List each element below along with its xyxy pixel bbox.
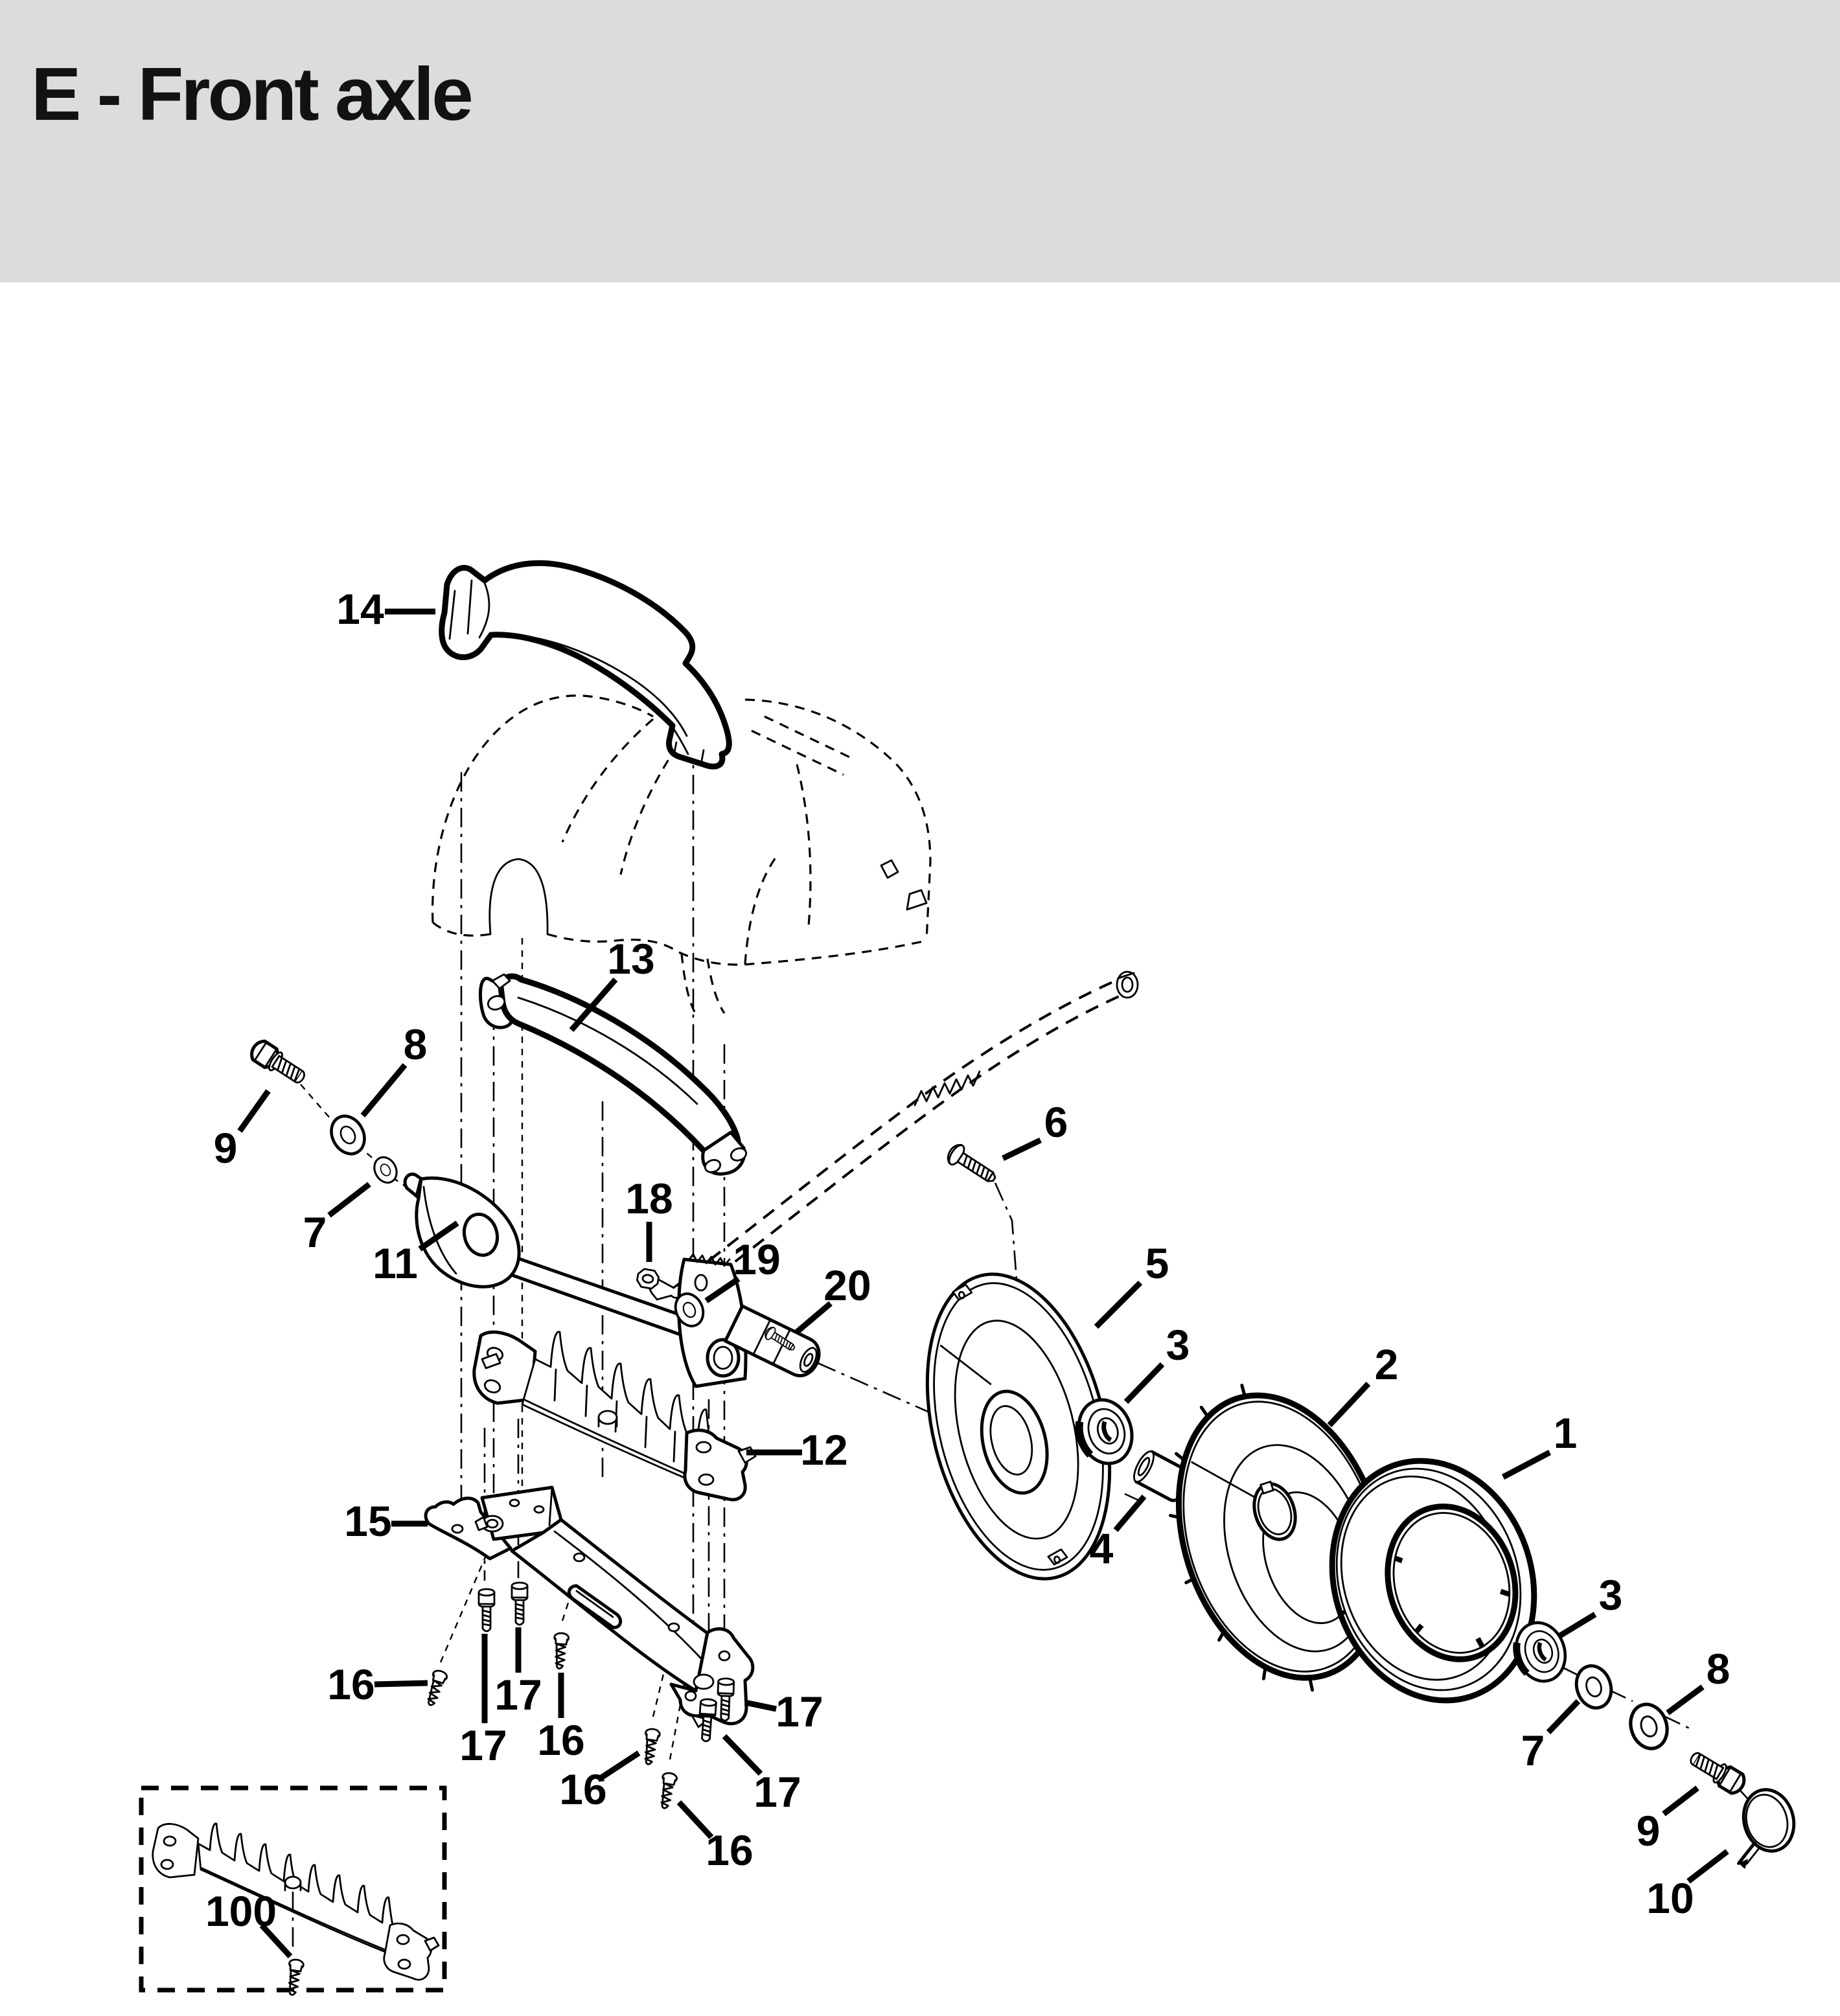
leader-line-16 <box>374 1683 428 1684</box>
callout-layer <box>205 585 1730 1956</box>
callout-7: 7 <box>303 1208 327 1256</box>
callout-6: 6 <box>1044 1098 1068 1146</box>
callout-1: 1 <box>1553 1409 1578 1457</box>
bolt-9-left <box>248 1038 309 1088</box>
callout-17: 17 <box>494 1671 542 1719</box>
screw-16-c <box>641 1728 660 1765</box>
part-15-support-bracket <box>426 1487 753 1727</box>
callout-15: 15 <box>344 1497 392 1545</box>
page-title: E - Front axle <box>31 52 471 136</box>
callout-17: 17 <box>753 1768 801 1816</box>
screw-16-d <box>658 1772 678 1809</box>
callout-12: 12 <box>800 1426 848 1474</box>
callout-100: 100 <box>205 1887 277 1935</box>
leader-line-1 <box>1503 1452 1550 1477</box>
leader-line-17 <box>745 1702 776 1709</box>
leader-line-2 <box>1329 1384 1368 1425</box>
screw-17-a <box>479 1589 494 1631</box>
part-14-cover <box>442 563 730 766</box>
washer-7-left <box>370 1153 401 1186</box>
leader-line-7 <box>329 1184 369 1215</box>
leader-line-4 <box>1116 1496 1144 1530</box>
callout-8: 8 <box>1706 1645 1731 1693</box>
leader-line-3 <box>1559 1614 1595 1636</box>
callout-3: 3 <box>1598 1571 1623 1619</box>
callout-5: 5 <box>1145 1239 1169 1287</box>
cap-10 <box>1722 1784 1803 1870</box>
leader-line-8 <box>1668 1687 1703 1713</box>
callout-19: 19 <box>733 1235 781 1283</box>
callout-10: 10 <box>1646 1874 1694 1922</box>
callout-8: 8 <box>403 1020 428 1068</box>
callout-4: 4 <box>1089 1524 1114 1572</box>
leader-line-7 <box>1548 1701 1578 1732</box>
screw-17-b <box>512 1583 527 1625</box>
callout-20: 20 <box>823 1261 871 1309</box>
callout-17: 17 <box>776 1688 823 1735</box>
callout-3: 3 <box>1166 1321 1190 1369</box>
washer-8-left <box>325 1110 371 1160</box>
leader-line-8 <box>363 1065 405 1116</box>
callout-9: 9 <box>1636 1807 1661 1855</box>
screw-16-a <box>424 1669 448 1707</box>
callout-18: 18 <box>625 1174 673 1222</box>
screw-6 <box>944 1141 1000 1188</box>
leader-line-9 <box>1664 1788 1697 1814</box>
callout-16: 16 <box>559 1765 607 1813</box>
callout-16: 16 <box>706 1826 753 1874</box>
part-100-comb-rail <box>153 1824 439 1980</box>
callout-16: 16 <box>327 1660 375 1708</box>
callout-7: 7 <box>1521 1726 1545 1774</box>
leader-line-10 <box>1688 1851 1727 1881</box>
callout-14: 14 <box>336 585 384 633</box>
callout-16: 16 <box>537 1716 585 1764</box>
screw-16-b <box>552 1632 569 1669</box>
washer-8-right <box>1625 1700 1672 1754</box>
inset-box-100 <box>141 1788 444 1996</box>
leader-line-3 <box>1126 1364 1162 1402</box>
part-13-bumper <box>480 974 748 1174</box>
callout-2: 2 <box>1374 1340 1399 1388</box>
callout-13: 13 <box>607 935 655 983</box>
leader-line-6 <box>1003 1140 1041 1158</box>
callout-11: 11 <box>373 1239 418 1287</box>
leader-line-5 <box>1096 1283 1140 1327</box>
callout-9: 9 <box>213 1124 238 1172</box>
callout-17: 17 <box>459 1721 507 1769</box>
spring <box>915 1071 980 1105</box>
leader-line-9 <box>240 1091 268 1131</box>
